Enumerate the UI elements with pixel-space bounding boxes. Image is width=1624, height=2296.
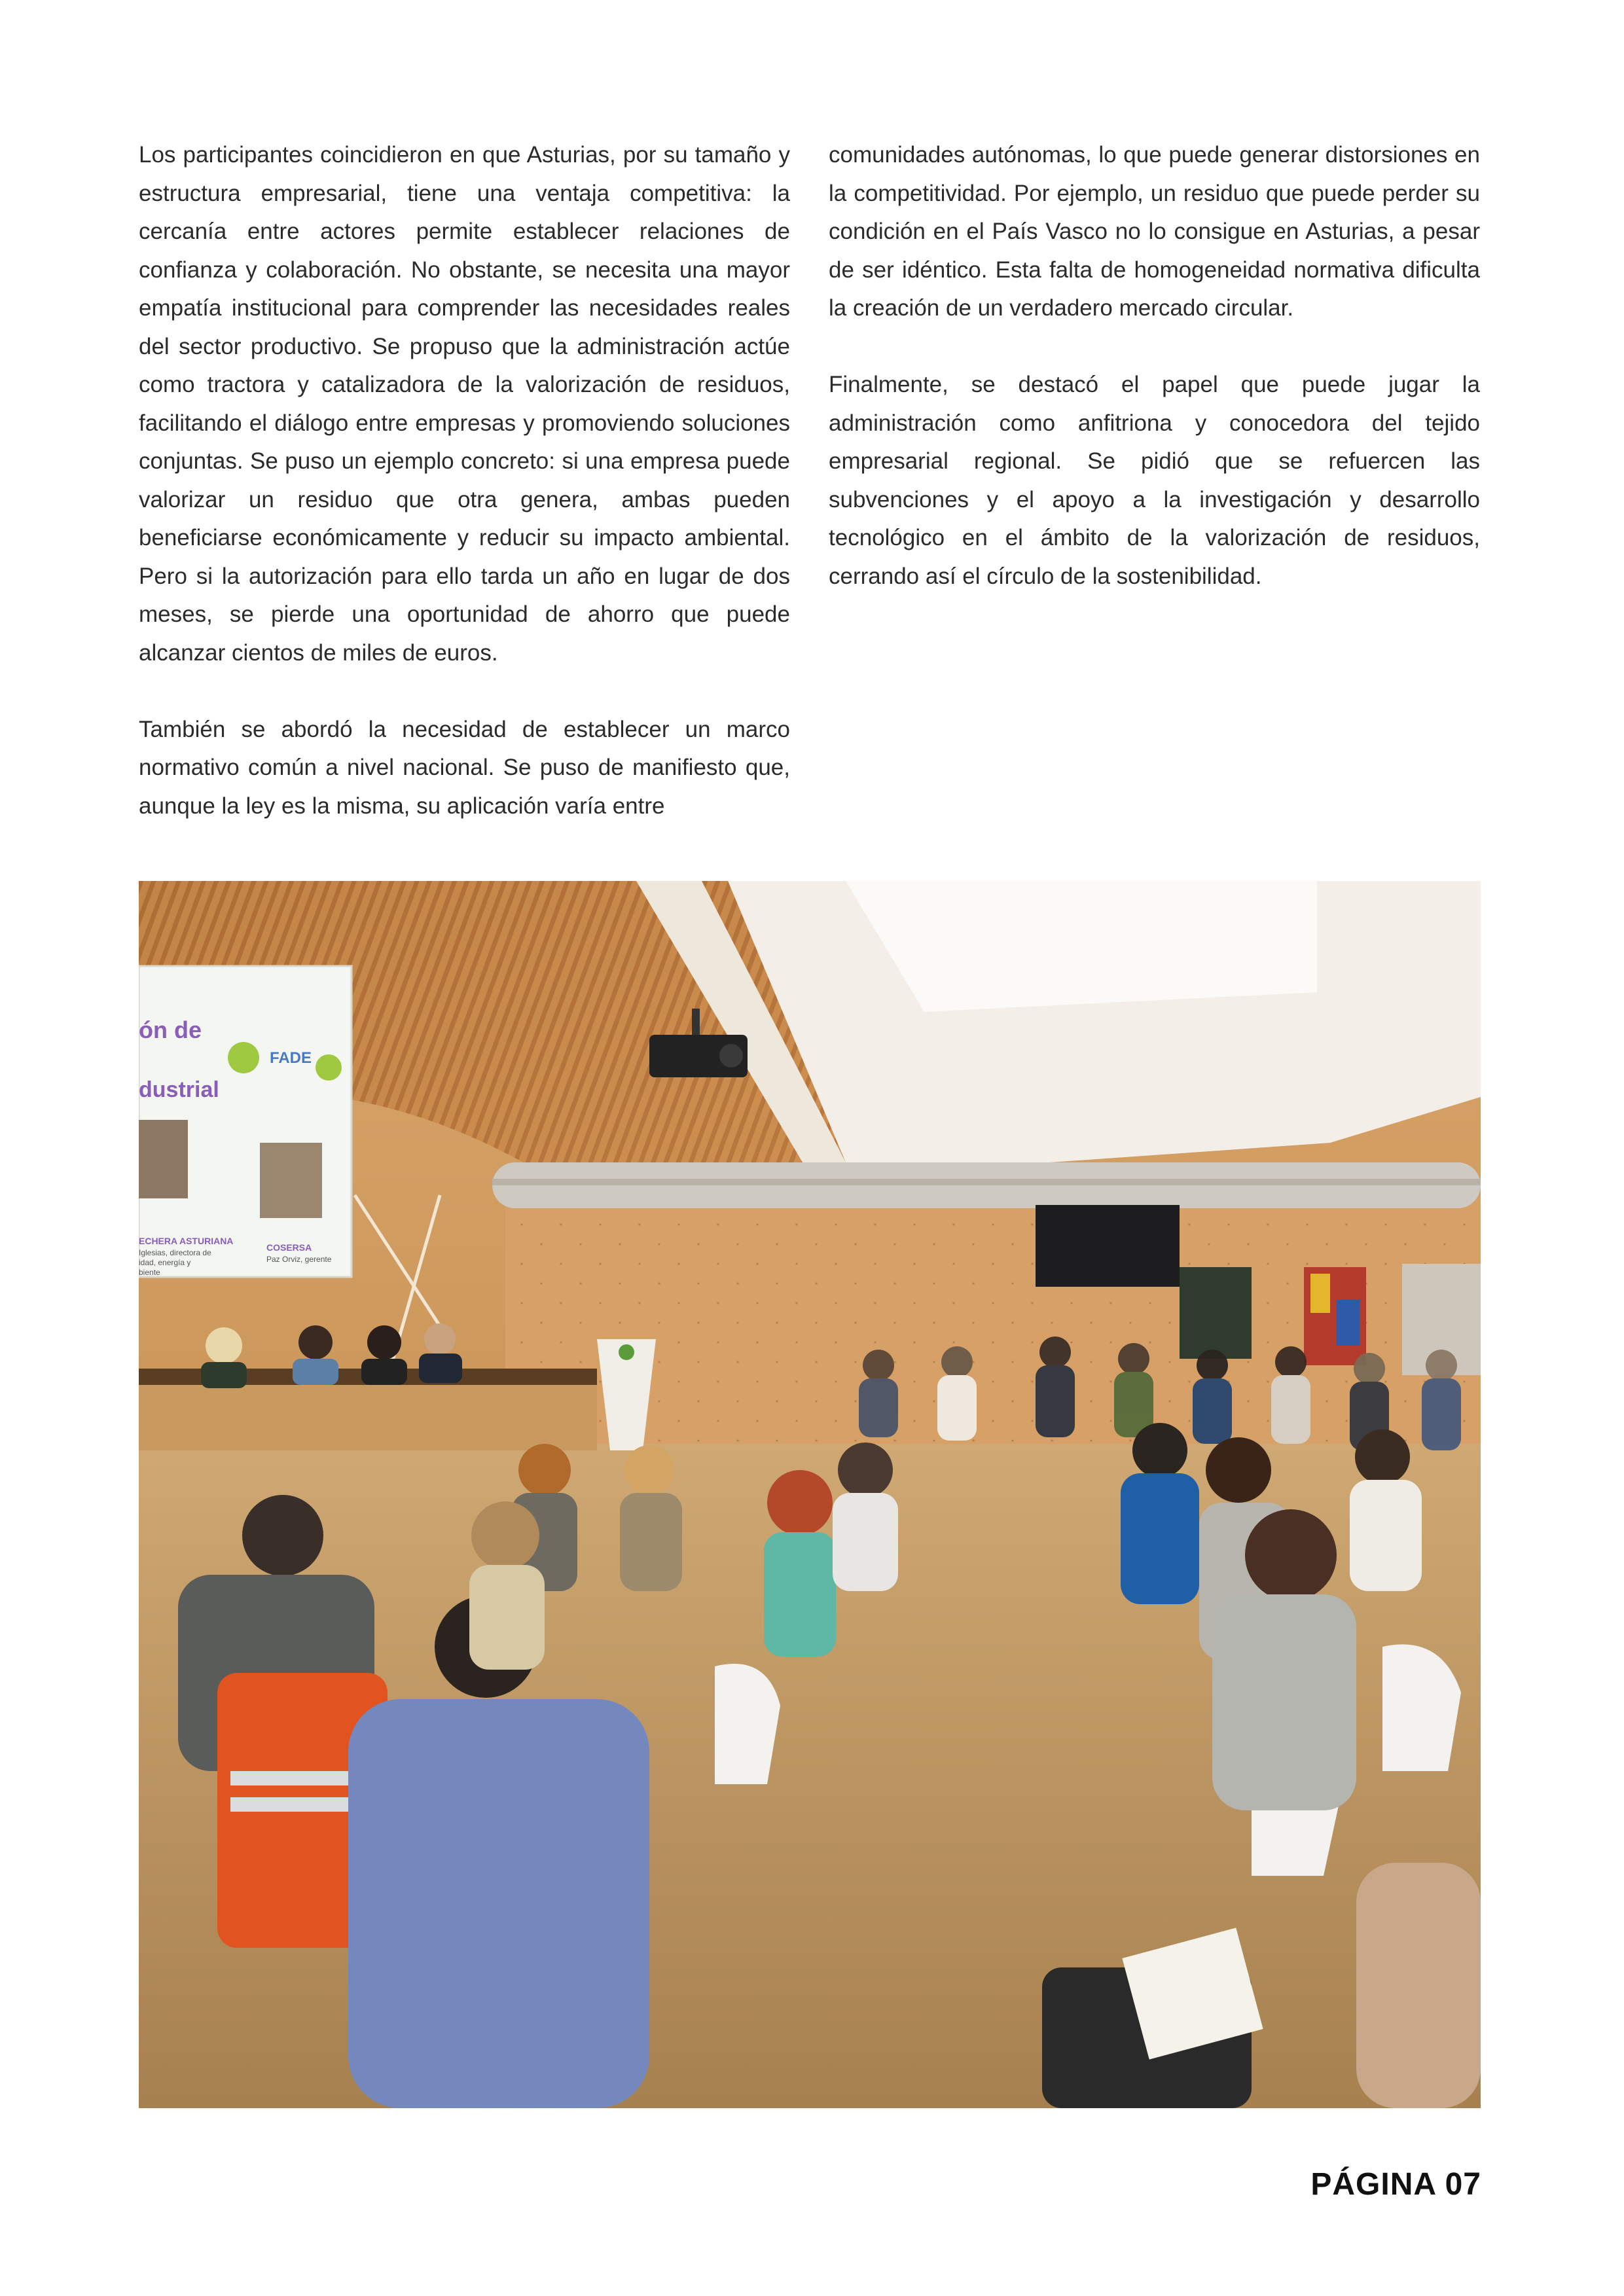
paragraph: Los participantes coincidieron en que Asturias, por su tamaño y estructura empresarial, tiene una ventaja competitiva: la cercanía entre actores permite establecer relaciones de confianza y colaboración. No obstante, se necesita una mayor empatía institucional para comprender las necesidades reales del sector productivo. Se propuso que la administración actúe como tractora y catalizadora de la valorización de residuos, facilitando el diálogo entre empresas y promoviendo soluciones conjuntas. Se puso un ejemplo concreto: si una empresa puede valorizar un residuo que otra genera, ambas pueden beneficiarse económicamente y reducir su impacto ambiental. Pero si la autorización para ello tarda un año en lugar de dos meses, se pierde una oportunidad de ahorro que puede alcanzar cientos de miles de euros. xyxy=(139,142,790,666)
screen-logo-fade: FADE xyxy=(270,1049,312,1067)
screen-caption: Iglesias, directora de xyxy=(139,1248,211,1257)
speaker-photo-left xyxy=(139,1120,188,1198)
paragraph: Finalmente, se destacó el papel que puede jugar la administración como anfitriona y conocedora del tejido empresarial regional. Se pidió que se refuercen las subvenciones y el apoyo a la investigación y desarrollo tecnológico en el ámbito de la valorización de residuos, cerrando así el círculo de la sostenibilidad. xyxy=(829,372,1480,589)
screen-caption: COSERSA xyxy=(266,1242,312,1253)
conference-photo-illustration xyxy=(139,881,1481,2108)
paragraph: comunidades autónomas, lo que puede generar distorsiones en la competitividad. Por ejemplo, un residuo que puede perder su condición en el País Vasco no lo consigue en Asturias, a pesar de ser idéntico. Esta falta de homogeneidad normativa dificulta la creación de un verdadero mercado circular. xyxy=(829,142,1480,321)
logo-mark-icon xyxy=(316,1054,342,1081)
text-column-left xyxy=(139,136,790,825)
speaker-photo-right xyxy=(260,1143,322,1218)
screen-caption: idad, energía y xyxy=(139,1258,191,1267)
screen-caption: biente xyxy=(139,1268,160,1277)
wall-tv xyxy=(1036,1205,1180,1287)
page-number: PÁGINA 07 xyxy=(1310,2167,1481,2202)
audience-curly-hair xyxy=(767,1470,833,1535)
screen-caption: Paz Orviz, gerente xyxy=(266,1255,332,1264)
paragraph: También se abordó la necesidad de establecer un marco normativo común a nivel nacional. Se puso de manifiesto que, aunque la ley es la misma, su aplicación varía entre xyxy=(139,716,790,819)
conference-photo xyxy=(139,881,1481,2108)
text-column-right xyxy=(829,136,1480,596)
screen-title-1: ón de xyxy=(139,1016,202,1043)
logo-mark-icon xyxy=(228,1042,259,1073)
screen-title-2: dustrial xyxy=(139,1077,219,1102)
screen-caption: ECHERA ASTURIANA xyxy=(139,1236,234,1246)
